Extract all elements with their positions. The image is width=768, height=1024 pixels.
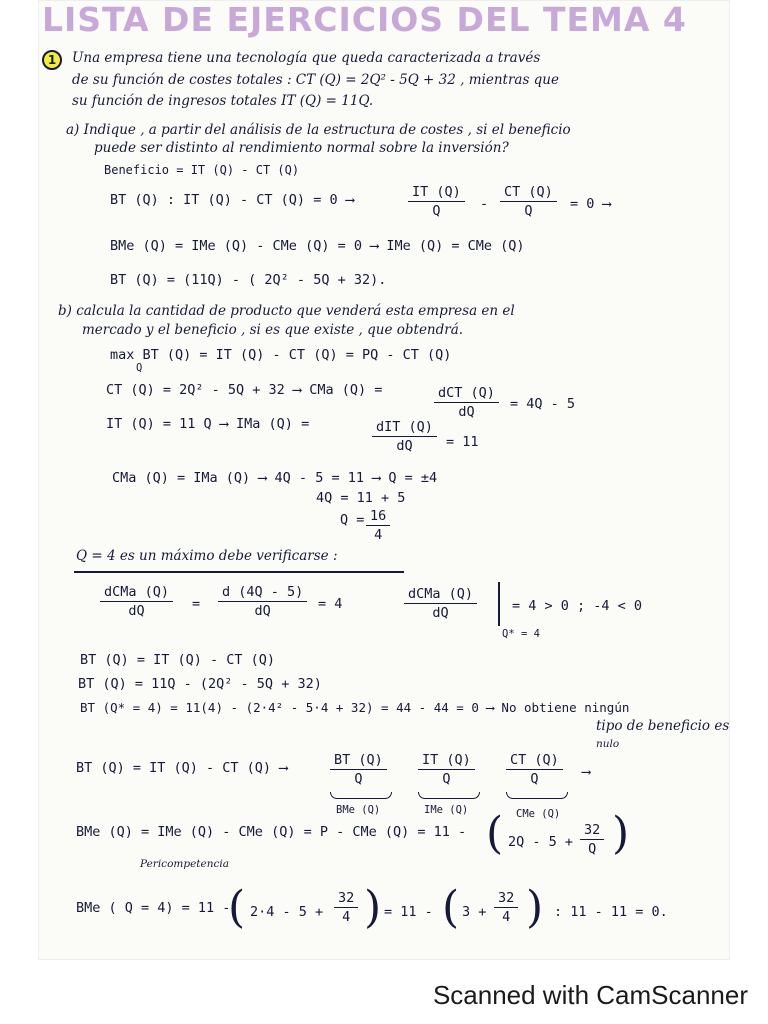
numerator: 16	[366, 508, 390, 526]
ct-line: CT (Q) = 2Q² - 5Q + 32 ⟶ CMa (Q) =	[106, 382, 383, 398]
bt-expanded: BT (Q) = (11Q) - ( 2Q² - 5Q + 32).	[110, 272, 387, 288]
camscanner-watermark: Scanned with CamScanner	[432, 980, 748, 1010]
open-paren-3: (	[442, 882, 460, 933]
denominator: 4	[502, 909, 511, 925]
equals-sign: =	[192, 596, 201, 612]
evaluation-bar	[498, 582, 500, 626]
no-benefit-note: tipo de beneficio es	[596, 718, 730, 734]
benefit-definition: Beneficio = IT (Q) - CT (Q)	[104, 163, 300, 177]
part-a-question-1: a) Indique , a partir del análisis de la estructura de costes , si el beneficio	[66, 122, 571, 138]
max-subscript: Q	[136, 362, 143, 374]
solve-step-1: 4Q = 11 + 5	[316, 490, 406, 506]
ct-line-end: = 4Q - 5	[510, 396, 576, 412]
derivative-result: = 4	[318, 596, 343, 612]
numerator: CT (Q)	[500, 184, 557, 202]
bme-at-q4: BMe ( Q = 4) = 11 -	[76, 900, 231, 916]
second-order-check: = 4 > 0 ; -4 < 0	[512, 598, 643, 614]
fraction-it-q-2	[418, 752, 475, 787]
denominator: dQ	[458, 404, 475, 420]
bme-equation-2: BMe (Q) = IMe (Q) - CMe (Q) = P - CMe (Q) = 11 -	[76, 824, 467, 840]
denominator: 4	[374, 527, 383, 543]
numerator: dCMa (Q)	[404, 586, 477, 604]
close-paren-2: )	[364, 882, 382, 933]
fraction-32-4-b	[494, 890, 518, 925]
fraction-dct	[434, 385, 499, 420]
it-line: IT (Q) = 11 Q ⟶ IMa (Q) =	[106, 416, 310, 432]
numerator: d (4Q - 5)	[218, 584, 307, 602]
fraction-ct-q-2	[506, 752, 563, 787]
fraction-bt-q	[330, 752, 387, 787]
bme-inner: 2Q - 5 +	[508, 834, 574, 850]
numerator: 32	[334, 890, 358, 908]
underline	[74, 571, 404, 573]
bt-line-1: BT (Q) = IT (Q) - CT (Q)	[80, 652, 276, 668]
avg-arrow: ⟶	[582, 764, 591, 780]
fraction-d4q5	[218, 584, 307, 619]
fraction-dit	[372, 419, 437, 454]
denominator: Q	[530, 771, 539, 787]
denominator: dQ	[432, 605, 449, 621]
cma-equals-ima: CMa (Q) = IMa (Q) ⟶ 4Q - 5 = 11 ⟶ Q = ±4	[112, 470, 438, 486]
denominator: Q	[588, 841, 597, 857]
numerator: 32	[494, 890, 518, 908]
exercise-number: 1	[42, 50, 62, 70]
denominator: dQ	[396, 438, 413, 454]
close-paren-3: )	[526, 882, 544, 933]
denominator: Q	[442, 771, 451, 787]
open-paren: (	[486, 808, 504, 859]
verify-maximum: Q = 4 es un máximo debe verificarse :	[76, 548, 338, 564]
minus-sign: -	[480, 196, 489, 212]
max-benefit: max BT (Q) = IT (Q) - CT (Q) = PQ - CT (Q)	[110, 347, 452, 363]
numerator: 32	[580, 822, 604, 840]
bme-equation: BMe (Q) = IMe (Q) - CMe (Q) = 0 ⟶ IMe (Q) = CMe (Q)	[110, 238, 525, 254]
label-cme: CMe (Q)	[516, 808, 561, 820]
numerator: CT (Q)	[506, 752, 563, 770]
fraction-dcma	[100, 584, 173, 619]
final-inner: 2·4 - 5 +	[250, 904, 324, 920]
brace-3	[506, 792, 568, 799]
bt-line-2: BT (Q) = 11Q - (2Q² - 5Q + 32)	[78, 676, 322, 692]
fraction-it-q	[408, 184, 465, 219]
statement-line-1: Una empresa tiene una tecnología que queda caracterizada a través	[72, 50, 541, 66]
it-line-end: = 11	[446, 434, 479, 450]
avg-intro: BT (Q) = IT (Q) - CT (Q) ⟶	[76, 760, 288, 776]
part-a-question-2: puede ser distinto al rendimiento normal sobre la inversión?	[94, 140, 509, 156]
evaluation-point: Q* = 4	[502, 628, 540, 640]
no-benefit-note-2: nulo	[596, 738, 620, 750]
open-paren-2: (	[228, 882, 246, 933]
numerator: dCMa (Q)	[100, 584, 173, 602]
denominator: dQ	[128, 603, 145, 619]
denominator: Q	[524, 203, 533, 219]
brace-1	[330, 792, 392, 799]
bt-equation-end: = 0 ⟶	[570, 196, 611, 212]
label-ime: IMe (Q)	[424, 804, 469, 816]
fraction-16-4	[366, 508, 390, 543]
final-result: : 11 - 11 = 0.	[554, 904, 668, 920]
denominator: 4	[342, 909, 351, 925]
denominator: Q	[432, 203, 441, 219]
denominator: Q	[354, 771, 363, 787]
close-paren: )	[612, 808, 630, 859]
bt-equation: BT (Q) : IT (Q) - CT (Q) = 0 ⟶	[110, 192, 354, 208]
fraction-dcma-eval	[404, 586, 477, 621]
statement-line-3: su función de ingresos totales IT (Q) = 11Q.	[72, 93, 374, 109]
numerator: BT (Q)	[330, 752, 387, 770]
fraction-32-4-a	[334, 890, 358, 925]
label-bme: BMe (Q)	[336, 804, 381, 816]
part-b-question-2: mercado y el beneficio , si es que existe , que obtendrá.	[82, 322, 464, 338]
part-b-question-1: b) calcula la cantidad de producto que venderá esta empresa en el	[58, 303, 515, 319]
numerator: dIT (Q)	[372, 419, 437, 437]
fraction-32-q	[580, 822, 604, 857]
brace-2	[418, 792, 480, 799]
perfect-competition-note: Pericompetencia	[140, 858, 229, 870]
numerator: IT (Q)	[408, 184, 465, 202]
denominator: dQ	[254, 603, 271, 619]
final-inner-2: 3 +	[462, 904, 487, 920]
statement-line-2: de su función de costes totales : CT (Q) = 2Q² - 5Q + 32 , mientras que	[72, 72, 559, 88]
numerator: dCT (Q)	[434, 385, 499, 403]
solve-step-2: Q =	[340, 512, 365, 528]
final-equals: = 11 -	[384, 904, 433, 920]
bt-at-q4: BT (Q* = 4) = 11(4) - (2·4² - 5·4 + 32) = 44 - 44 = 0 ⟶ No obtiene ningún	[80, 700, 630, 715]
numerator: IT (Q)	[418, 752, 475, 770]
fraction-ct-q	[500, 184, 557, 219]
page-title: LISTA DE EJERCICIOS DEL TEMA 4	[42, 0, 687, 39]
